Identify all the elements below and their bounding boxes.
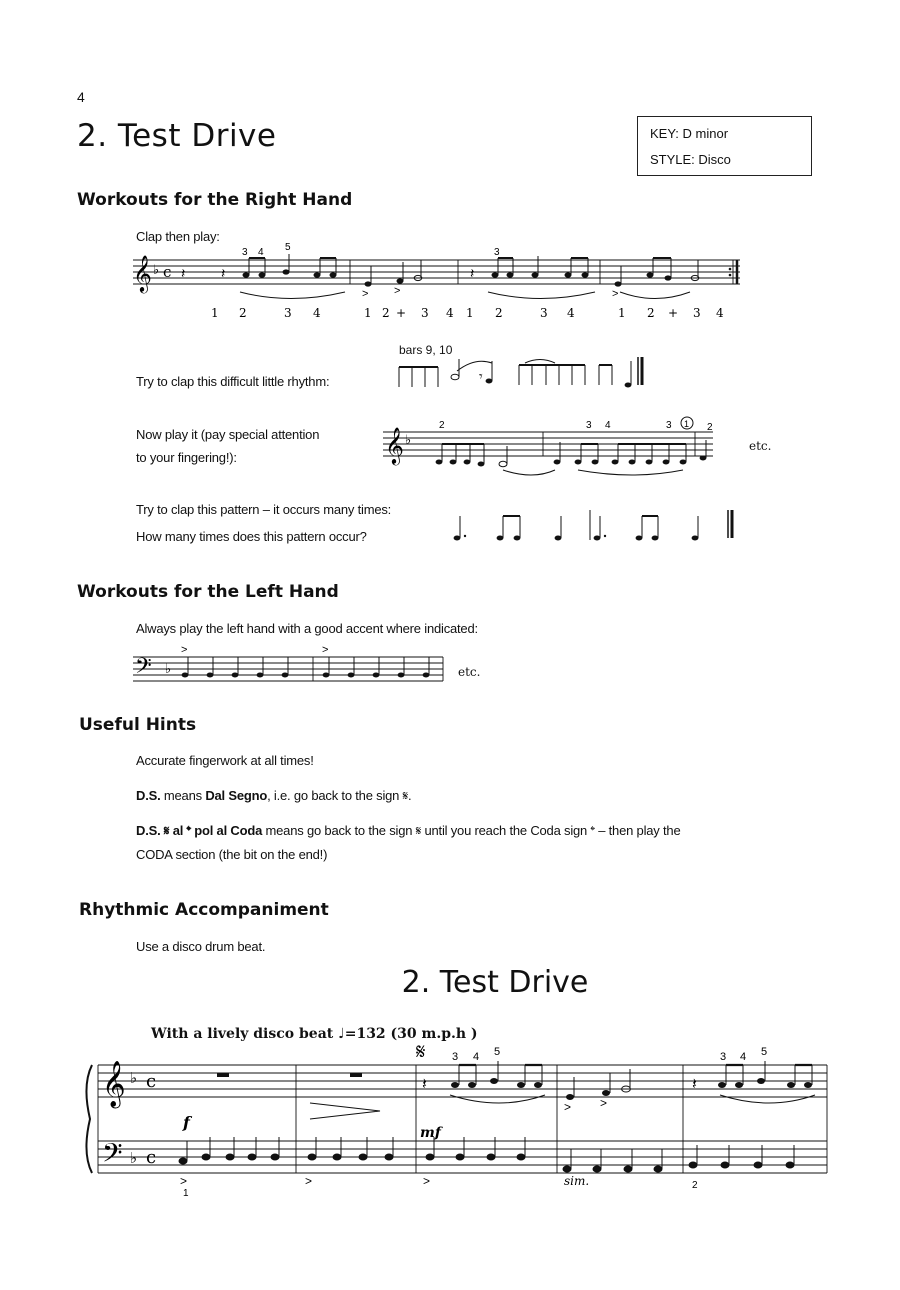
useful-hints-heading: Useful Hints	[79, 715, 197, 735]
svg-text:>: >	[394, 285, 401, 297]
rhythm-label: Try to clap this difficult little rhythm:	[136, 374, 330, 389]
count: 1	[466, 306, 474, 320]
piece-fingering: 5	[494, 1046, 501, 1058]
count: 3	[693, 306, 701, 320]
tempo-text: With a lively disco beat	[151, 1026, 334, 1042]
svg-text:𝄞: 𝄞	[133, 254, 152, 292]
count: 1	[364, 306, 372, 320]
dynamic-f: f	[183, 1113, 190, 1132]
piece-fingering: 5	[761, 1046, 768, 1058]
svg-text:𝄽: 𝄽	[181, 265, 186, 281]
lh-etc-label: etc.	[458, 665, 481, 679]
key-label: KEY: D minor	[650, 126, 729, 141]
accompaniment-heading: Rhythmic Accompaniment	[79, 900, 329, 920]
play-label-line2: to your fingering!):	[136, 450, 237, 465]
svg-text:𝄢: 𝄢	[135, 654, 152, 684]
piece-title: 2. Test Drive	[401, 965, 589, 1000]
count: 3	[284, 306, 292, 320]
piece-fingering: 3	[720, 1051, 727, 1063]
svg-text:𝄢: 𝄢	[102, 1137, 123, 1175]
pattern-label-line2: How many times does this pattern occur?	[136, 529, 367, 544]
count: 2	[495, 306, 503, 320]
hint-coda-line2: CODA section (the bit on the end!)	[136, 847, 328, 862]
svg-text:♭: ♭	[130, 1150, 138, 1167]
svg-text:c: c	[146, 1071, 157, 1092]
piece-fingering: 3	[452, 1051, 459, 1063]
play-fingering: 1	[684, 419, 690, 429]
right-hand-heading: Workouts for the Right Hand	[77, 190, 353, 210]
piece-fingering: 4	[473, 1051, 480, 1063]
left-hand-text: Always play the left hand with a good accent where indicated:	[136, 621, 478, 636]
svg-text:𝄽: 𝄽	[422, 1076, 427, 1093]
ds-bold2: Dal Segno	[205, 788, 268, 803]
count: +	[396, 306, 407, 320]
play-label-line1: Now play it (pay special attention	[136, 427, 320, 442]
lh-fingering: 1	[183, 1188, 189, 1199]
hint-ds	[136, 788, 411, 804]
svg-text:𝄞: 𝄞	[102, 1061, 126, 1107]
left-hand-heading: Workouts for the Left Hand	[77, 582, 339, 602]
svg-text:>: >	[180, 1174, 188, 1188]
count: 4	[567, 306, 575, 320]
svg-text:♭: ♭	[153, 262, 160, 277]
svg-text:𝄽: 𝄽	[221, 265, 226, 281]
count: 2	[239, 306, 247, 320]
pattern-notation	[450, 506, 750, 546]
left-hand-staff	[133, 645, 453, 695]
svg-text:>: >	[305, 1174, 313, 1188]
svg-text:>: >	[362, 288, 369, 300]
coda-bold: D.S. 𝄋 al 𝄌 pol al Coda	[136, 823, 263, 838]
page-title: 2. Test Drive	[77, 118, 277, 154]
rh-fingering: 3	[494, 247, 500, 258]
svg-text:♭: ♭	[165, 661, 172, 676]
svg-text:>: >	[423, 1174, 431, 1188]
piece-fingering: 4	[740, 1051, 747, 1063]
coda-rest1: means go back to the sign 𝄋 until you reach the Coda sign 𝄌 – then play the	[262, 823, 681, 838]
count: 4	[313, 306, 321, 320]
play-fingering: 2	[439, 420, 445, 431]
accompaniment-text: Use a disco drum beat.	[136, 939, 266, 954]
play-fingering: 4	[605, 420, 611, 431]
pattern-label-line1: Try to clap this pattern – it occurs many times:	[136, 502, 392, 517]
svg-text:c: c	[146, 1147, 157, 1168]
svg-text:>: >	[612, 288, 619, 300]
svg-text:𝄾: 𝄾	[479, 368, 483, 384]
tempo-value: =132 (30 m.p.h )	[344, 1026, 478, 1042]
svg-text:♭: ♭	[130, 1070, 138, 1087]
rh-fingering: 5	[285, 242, 291, 253]
play-fingering: 2	[707, 422, 713, 433]
key-style-box	[637, 116, 812, 176]
hint-line1: Accurate fingerwork at all times!	[136, 753, 314, 768]
svg-text:𝄞: 𝄞	[385, 426, 404, 464]
sim-marking: sim.	[564, 1174, 590, 1188]
play-fingering: 3	[586, 420, 592, 431]
count: 1	[618, 306, 626, 320]
count: 1	[211, 306, 219, 320]
hint-coda	[136, 823, 680, 839]
count-row	[0, 305, 900, 325]
count: 3	[540, 306, 548, 320]
svg-text:>: >	[322, 644, 329, 656]
svg-text:>: >	[181, 644, 188, 656]
rh-fingering: 4	[258, 247, 264, 258]
count: +	[668, 306, 679, 320]
svg-text:>: >	[564, 1100, 572, 1114]
lh-fingering: 2	[692, 1180, 698, 1191]
svg-text:♭: ♭	[405, 432, 412, 447]
ds-rest: , i.e. go back to the sign 𝄋.	[267, 788, 412, 803]
tempo-marking	[151, 1026, 478, 1042]
ds-bold: D.S.	[136, 788, 161, 803]
count: 2	[382, 306, 390, 320]
ds-mid: means	[160, 788, 206, 803]
play-staff	[383, 418, 763, 478]
quarter-note-icon: ♩	[338, 1026, 345, 1042]
grand-staff	[80, 1040, 900, 1205]
svg-text:c: c	[163, 263, 172, 281]
count: 3	[421, 306, 429, 320]
count: 4	[446, 306, 454, 320]
play-fingering: 3	[666, 420, 672, 431]
count: 2	[647, 306, 655, 320]
count: 4	[716, 306, 724, 320]
style-label: STYLE: Disco	[650, 152, 731, 167]
rh-fingering: 3	[242, 247, 248, 258]
svg-text:𝄽: 𝄽	[692, 1076, 697, 1093]
etc-label: etc.	[749, 439, 772, 453]
dynamic-mf: mf	[420, 1125, 441, 1141]
svg-text:𝄽: 𝄽	[470, 265, 475, 281]
rhythm-notation	[395, 355, 735, 395]
page-number: 4	[77, 89, 85, 105]
svg-text:𝄋: 𝄋	[416, 1040, 426, 1065]
bars-label: bars 9, 10	[399, 343, 453, 357]
svg-text:>: >	[600, 1096, 608, 1110]
clap-then-play-label: Clap then play:	[136, 229, 220, 244]
